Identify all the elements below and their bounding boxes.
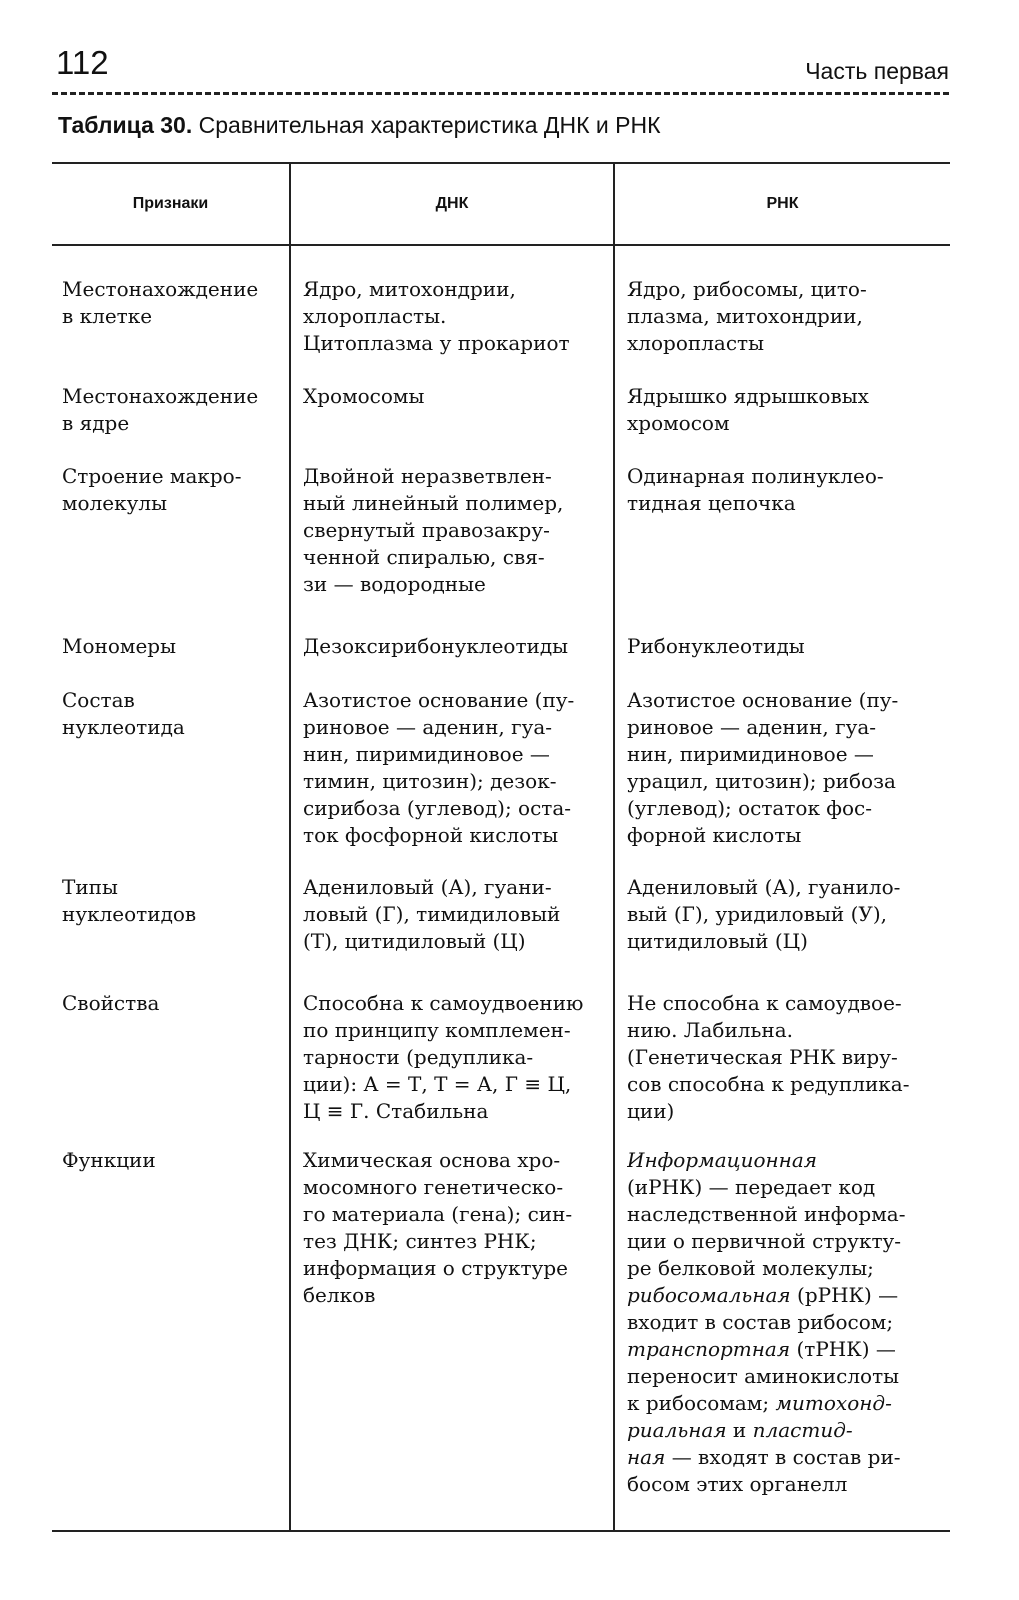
rna-text: (иРНК) — передает код наследственной информа- ции о первичной структу- ре белковой молекулы; (627, 1175, 906, 1280)
dna-cell: Адениловый (А), гуани- ловый (Г), тимидиловый (Т), цитидиловый (Ц) (303, 875, 561, 953)
rna-term-plastid: пластид- ная (627, 1418, 853, 1469)
rna-text: (рРНК) — входит в состав рибосом; (627, 1283, 899, 1334)
rna-text: (тРНК) — переносит аминокислоты к рибосомам; (627, 1337, 900, 1415)
feature-cell: Местонахождение в ядре (62, 384, 259, 435)
feature-cell: Состав нуклеотида (62, 688, 185, 739)
dna-cell: Ядро, митохондрии, хлоропласты. Цитоплазма у прокариот (303, 277, 570, 355)
feature-cell: Функции (62, 1148, 156, 1172)
caption-text: Сравнительная характеристика ДНК и РНК (192, 112, 661, 138)
rna-cell: Азотистое основание (пу- риновое — аденин, гуа- нин, пиримидиновое — урацил, цитозин); рибоза (углевод); остаток фос- форной кислоты (627, 688, 899, 847)
dna-cell: Азотистое основание (пу- риновое — аденин, гуа- нин, пиримидиновое — тимин, цитозин); дезок- сирибоза (углевод); оста- ток фосфорной кислоты (303, 688, 575, 847)
table-caption (58, 112, 660, 139)
dna-cell: Химическая основа хро- мосомного генетическо- го материала (гена); син- тез ДНК; синтез РНК; информация о структуре белков (303, 1148, 573, 1307)
header-features: Признаки (132, 195, 209, 212)
dna-cell: Способна к самоудвоению по принципу комплемен- тарности (редуплика- ции): А = Т, Т = А, Г ≡ Ц, Ц ≡ Г. Стабильна (303, 991, 584, 1123)
page-header (52, 44, 949, 95)
rna-text: — входят в состав ри- босом этих органелл (627, 1445, 901, 1496)
dna-column (289, 246, 613, 1532)
rna-term-informational: Информационная (627, 1148, 818, 1172)
rna-cell: Не способна к самоудвое- нию. Лабильна. (Генетическая РНК виру- сов способна к редуплика- ции) (627, 991, 910, 1123)
comparison-table (52, 162, 950, 1532)
dna-cell: Двойной неразветвлен- ный линейный полимер, свернутый правозакру- ченной спиралью, свя- зи — водородные (303, 464, 564, 596)
rna-term-mitochondrial: митохонд- риальная (627, 1391, 892, 1442)
rna-cell: Ядро, рибосомы, цито- плазма, митохондрии, хлоропласты (627, 277, 867, 355)
caption-label: Таблица 30. (58, 112, 193, 138)
rna-cell: Одинарная полинуклео- тидная цепочка (627, 464, 884, 515)
dna-cell: Хромосомы (303, 384, 425, 408)
table-body (52, 246, 950, 1532)
feature-cell: Строение макро- молекулы (62, 464, 242, 515)
rna-cell: Адениловый (А), гуанило- вый (Г), уридиловый (У), цитидиловый (Ц) (627, 875, 901, 953)
header-rna: РНК (613, 164, 950, 244)
page-number: 112 (56, 44, 109, 81)
feature-cell: Мономеры (62, 634, 177, 658)
rna-term-transport: транспортная (627, 1337, 791, 1361)
rna-text: и (726, 1418, 753, 1442)
rna-column (613, 246, 950, 1532)
rna-cell: Ядрышко ядрышковых хромосом (627, 384, 869, 435)
features-column (52, 246, 289, 1532)
feature-cell: Типы нуклеотидов (62, 875, 197, 926)
table-header-row (52, 164, 950, 246)
dna-cell: Дезоксирибонуклеотиды (303, 634, 569, 658)
rna-cell: Рибонуклеотиды (627, 634, 805, 658)
feature-cell: Местонахождение в клетке (62, 277, 259, 328)
feature-cell: Свойства (62, 991, 160, 1015)
rna-term-ribosomal: рибосомальная (627, 1283, 791, 1307)
part-title: Часть первая (805, 58, 949, 84)
rna-functions-cell (627, 1147, 946, 1507)
header-dna: ДНК (289, 164, 613, 244)
